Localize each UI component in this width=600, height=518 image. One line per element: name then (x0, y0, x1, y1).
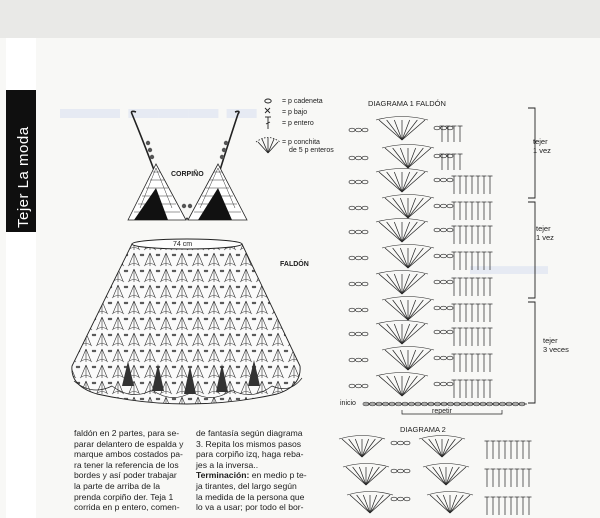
stitch-line (408, 300, 431, 320)
stitch-line (353, 467, 366, 485)
stitch-line (402, 324, 425, 344)
chain-stitch (349, 308, 355, 312)
stitch-line (402, 376, 417, 396)
stitch-line (402, 376, 425, 396)
chain-stitch (447, 254, 453, 258)
chain-stitch (441, 178, 447, 182)
shell-fan (379, 324, 425, 344)
chain-stitch (362, 282, 368, 286)
stitch-line (393, 350, 408, 370)
col2-heading-rest: en medio p te- (249, 470, 307, 481)
col1-line: faldón en 2 partes, para se- (74, 428, 180, 438)
shell-fan (385, 350, 431, 370)
start-label: inicio (340, 400, 356, 407)
shell-arc (376, 271, 428, 275)
chain-stitch (434, 254, 440, 258)
chain-stitch (398, 469, 404, 473)
col2-line: la medida de la persona que (196, 491, 305, 502)
chain-stitch (434, 306, 440, 310)
chain-stitch (434, 382, 440, 386)
shell-arc (343, 464, 389, 468)
stitch-line (408, 248, 423, 268)
col2-line: jes a la inversa.. (196, 459, 259, 470)
shell-fan (346, 467, 386, 485)
stitch-line (379, 172, 402, 192)
chain-stitch (434, 126, 440, 130)
chain-stitch (404, 497, 410, 501)
shell-arc (382, 347, 434, 351)
skirt-label: FALDÓN (280, 261, 309, 268)
chain-stitch (391, 441, 397, 445)
stitch-line (408, 198, 423, 218)
stitch-line (370, 495, 383, 513)
stitch-line (349, 439, 362, 457)
stitch-line (402, 274, 425, 294)
chain-stitch (447, 382, 453, 386)
single-crochet-symbol-icon (265, 108, 270, 113)
chain-stitch (441, 254, 447, 258)
stitch-line (385, 148, 408, 168)
chain-stitch (447, 204, 453, 208)
bracket-1-line2: 1 vez (533, 145, 551, 155)
stitch-line (385, 300, 408, 320)
stitch-line (393, 198, 408, 218)
legend-chain: = p cadeneta (282, 98, 323, 105)
shell-fan (379, 274, 425, 294)
stitch-line (408, 198, 431, 218)
chain-stitch (398, 441, 404, 445)
stitch-line (408, 300, 423, 320)
col2-line: de fantasía según diagrama (196, 428, 303, 438)
chain-stitch (447, 178, 453, 182)
chain-stitch (356, 332, 362, 336)
chain-stitch (434, 154, 440, 158)
chain-stitch (356, 358, 362, 362)
shell-arc (419, 436, 465, 440)
chain-stitch (356, 282, 362, 286)
diagram2-chart (322, 433, 537, 518)
legend-double: = p entero (282, 120, 314, 127)
stitch-line (379, 376, 402, 396)
stitch-line (408, 350, 431, 370)
legend-single: = p bajo (282, 109, 308, 116)
stitch-line (387, 120, 402, 140)
shell-fan (379, 376, 425, 396)
shell-fan (422, 439, 462, 457)
stitch-line (402, 120, 417, 140)
col1-line: prenda corpiño der. Teja 1 (74, 491, 174, 502)
stitch-line (385, 198, 408, 218)
chain-stitch (404, 441, 410, 445)
chain-stitch (441, 280, 447, 284)
shell-fan (379, 172, 425, 192)
show-through-ghost: ▬▬ ▬▬▬ ▬ (60, 92, 257, 125)
chain-stitch (441, 382, 447, 386)
chain-stitch (441, 306, 447, 310)
chain-stitch (391, 497, 397, 501)
chain-stitch (362, 230, 368, 234)
stitch-line (402, 222, 425, 242)
chain-stitch (362, 384, 368, 388)
chain-stitch (356, 206, 362, 210)
bracket-3-line2: 3 veces (543, 344, 569, 354)
chain-stitch (356, 128, 362, 132)
col2-line: lo va a usar; por todo el bor- (196, 502, 304, 513)
chain-stitch (362, 180, 368, 184)
shell-fan (379, 120, 425, 140)
shell-arc (382, 245, 434, 249)
shell-symbol-icon (256, 138, 280, 154)
bikini-top-illustration (120, 108, 255, 223)
col2-line: 3. Repita los mismos pasos (196, 438, 302, 449)
shell-arc (423, 464, 469, 468)
stitch-line (362, 439, 375, 457)
shell-fan (379, 222, 425, 242)
shell-arc (427, 492, 473, 496)
shell-arc (347, 492, 393, 496)
chain-stitch (441, 154, 447, 158)
chain-stitch (356, 156, 362, 160)
shell-arc (376, 117, 428, 121)
col1-line: la parte de arriba de la (74, 480, 160, 491)
col2-line: ja tirantes, del largo según (196, 480, 297, 491)
chain-stitch (447, 228, 453, 232)
stitch-line (385, 248, 408, 268)
chain-stitch (447, 356, 453, 360)
section-tab-label: Tejer La moda (15, 126, 32, 228)
chain-stitch (349, 332, 355, 336)
diagram2-title: DIAGRAMA 2 (400, 425, 446, 434)
stitch-line (433, 467, 446, 485)
body-column-2 (196, 428, 310, 513)
shell-arc (376, 373, 428, 377)
bracket-2-line2: 1 vez (536, 232, 554, 242)
col1-line: ra tener la referencia de los (74, 459, 179, 470)
chain-stitch (362, 206, 368, 210)
col2-heading-line (196, 470, 310, 481)
shell-arc (382, 145, 434, 149)
shell-fan (350, 495, 390, 513)
bracket-2 (536, 225, 554, 242)
shell-fan (385, 148, 431, 168)
diagram1-chart (342, 108, 532, 418)
stitch-line (446, 467, 459, 485)
chain-stitch (447, 306, 453, 310)
diagram1-title: DIAGRAMA 1 FALDÓN (368, 99, 446, 108)
chain-stitch (349, 282, 355, 286)
chain-stitch (349, 256, 355, 260)
repeat-bracket (402, 410, 502, 414)
stitch-line (366, 467, 379, 485)
chain-stitch (356, 230, 362, 234)
chain-stitch (441, 330, 447, 334)
repeat-label: repetir (432, 408, 452, 415)
shell-fan (385, 198, 431, 218)
col1-line: marque ambos costados pa- (74, 449, 183, 460)
stitch-line (402, 274, 417, 294)
bracket-2-line1: tejer (536, 224, 551, 233)
waist-measure: 74 cm (173, 241, 193, 248)
chain-stitch (362, 308, 368, 312)
stitch-line (379, 274, 402, 294)
stitch-line (393, 248, 408, 268)
stitch-line (379, 120, 402, 140)
chain-stitch (356, 180, 362, 184)
skirt-illustration (62, 236, 312, 406)
bracket-1-line1: tejer (533, 137, 548, 146)
stitch-line (402, 172, 425, 192)
stitch-line (387, 274, 402, 294)
chain-stitch (404, 469, 410, 473)
chain-stitch (362, 128, 368, 132)
shell-arc (376, 321, 428, 325)
chain-stitch (349, 230, 355, 234)
legend-shell: = p conchita (282, 139, 320, 146)
shell-fan (430, 495, 470, 513)
stitch-line (387, 376, 402, 396)
chain-stitch (441, 204, 447, 208)
chain-stitch (391, 469, 397, 473)
chain-stitch (434, 356, 440, 360)
col1-line: parar delantero de espalda y (74, 438, 184, 449)
chain-stitch (362, 256, 368, 260)
stitch-line (450, 495, 463, 513)
col1-line: corrida en p entero, comen- (74, 502, 180, 513)
show-through-ghost: ▬▬▬ (470, 250, 548, 280)
col2-line: para corpiño izq, haga reba- (196, 449, 304, 460)
stitch-line (393, 300, 408, 320)
chain-stitch (349, 128, 355, 132)
chain-stitch (441, 356, 447, 360)
stitch-line (442, 439, 455, 457)
legend-shell-detail: de 5 p enteros (289, 147, 334, 154)
body-column-1 (74, 428, 186, 513)
chain-stitch (447, 280, 453, 284)
chain-stitch (362, 332, 368, 336)
chain-stitch (356, 384, 362, 388)
chain-stitch (447, 330, 453, 334)
shell-arc (376, 219, 428, 223)
double-crochet-symbol-icon (265, 117, 271, 129)
chain-stitch (362, 358, 368, 362)
stitch-line (385, 350, 408, 370)
shell-fan (342, 439, 382, 457)
stitch-line (408, 248, 431, 268)
stitch-line (402, 222, 417, 242)
shell-fan (385, 300, 431, 320)
stitch-line (387, 172, 402, 192)
stitch-line (437, 495, 450, 513)
col2-heading: Terminación: (196, 470, 250, 481)
stitch-line (408, 148, 423, 168)
chain-stitch (349, 384, 355, 388)
chain-symbol-icon (265, 99, 271, 103)
chain-stitch (398, 497, 404, 501)
chain-stitch (349, 206, 355, 210)
chain-stitch (434, 178, 440, 182)
col1-line: bordes y así poder trabajar (74, 470, 177, 481)
chain-stitch (356, 256, 362, 260)
chain-stitch (349, 180, 355, 184)
stitch-line (379, 222, 402, 242)
stitch-line (429, 439, 442, 457)
stitch-line (402, 172, 417, 192)
bracket-3 (543, 337, 569, 354)
top-label: CORPIÑO (171, 171, 204, 178)
chain-stitch (434, 204, 440, 208)
shell-fan (426, 467, 466, 485)
chain-stitch (356, 308, 362, 312)
stitch-line (402, 120, 425, 140)
chain-stitch (362, 156, 368, 160)
bracket-1 (533, 138, 551, 155)
stitch-line (408, 350, 423, 370)
stitch-line (357, 495, 370, 513)
chain-stitch (441, 126, 447, 130)
shell-arc (382, 195, 434, 199)
shell-fan (385, 248, 431, 268)
chain-stitch (434, 280, 440, 284)
shell-arc (382, 297, 434, 301)
stitch-line (408, 148, 431, 168)
shell-arc (339, 436, 385, 440)
bracket-3-line1: tejer (543, 336, 558, 345)
shell-arc (376, 169, 428, 173)
stitch-line (379, 324, 402, 344)
stitch-line (393, 148, 408, 168)
chain-stitch (434, 228, 440, 232)
stitch-line (402, 324, 417, 344)
chain-stitch (441, 228, 447, 232)
chain-stitch (349, 156, 355, 160)
stitch-line (387, 324, 402, 344)
chain-stitch (434, 330, 440, 334)
stitch-line (387, 222, 402, 242)
chain-stitch (349, 358, 355, 362)
